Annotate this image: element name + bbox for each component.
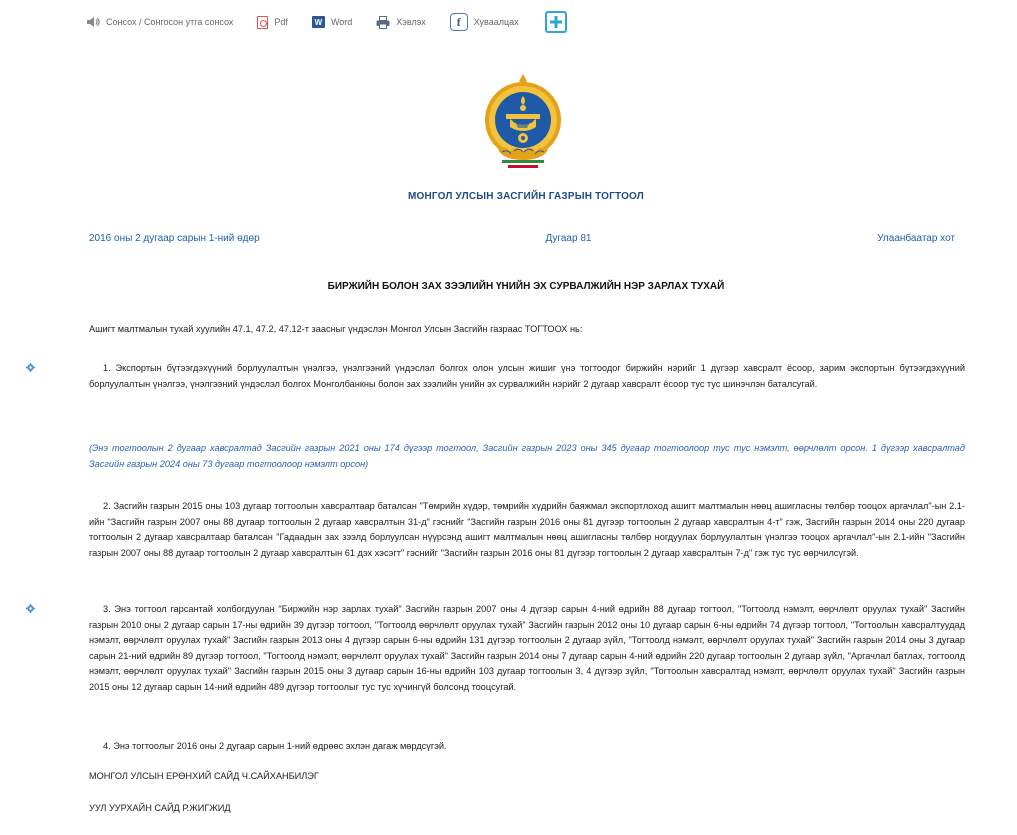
government-resolution-title: МОНГОЛ УЛСЫН ЗАСГИЙН ГАЗРЫН ТОГТООЛ (407, 191, 645, 202)
resolution-number: Дугаар 81 (545, 233, 592, 244)
speaker-icon (86, 16, 100, 28)
resolution-date: 2016 оны 2 дугаар сарын 1-ний өдөр (89, 233, 260, 244)
amendment-note: (Энэ тогтоолын 2 дугаар хавсралтад Засгийн газрын 2021 оны 174 дүгээр тогтоол, Засгийн газрын 2023 оны 345 дугаар тогтоолоор тус тус нэмэлт, өөрчлөлт орсон. 1 дүгээр хавсралтад Засгийн газрын 2024 оны 73 дугаар тогтоолоор нэмэлт орсон) (89, 443, 965, 469)
article-2: 2. Засгийн газрын 2015 оны 103 дугаар тогтоолын хавсралтаар баталсан "Төмрийн хүдэр, төмрийн хүдрийн баяжмал экспортлоход ашигт малтмалын нөөц ашигласны төлбөр тооцох аргачлал"-ын 2.1-ийн "Засгийн газрын 2007 оны 88 дугаар тогтоолын 2 дугаар хавсралтын 31-д" гэснийг "Засгийн газрын 2016 оны 81 дүгээр тогтоолын 2 дугаар хавсралтын 4-т" гэж, Засгийн газрын 2014 оны 220 дугаар тогтоолын 2 дугаар хавсралтаар баталсан "Гадаадын зах зээлд борлуулсан нүүрсэнд ашигт малтмалын нөөц ашигласны төлбөр ногдуулах борлуулалтын үнэлгээ тооцох аргачлал"-ын 2.1-ийн "Засгийн газрын 2007 оны 88 дугаар тогтоолын 2 дугаар хавсралтын 61 дэх хэсэгт" гэснийг "Засгийн газрын 2016 оны 81 дүгээр тогтоолын 2 дугаар хавсралтын 7-д" гэж тус тус өөрчилсүгэй. (89, 501, 965, 558)
share-button[interactable] (450, 13, 519, 31)
print-label: Хэвлэх (396, 17, 426, 27)
resolution-meta (89, 233, 955, 244)
article-3: 3. Энэ тогтоол гарсантай холбогдуулан "Биржийн нэр зарлах тухай" Засгийн газрын 2007 оны 4 дүгээр сарын 4-ний өдрийн 88 дугаар тогтоол, "Тогтоолд нэмэлт, өөрчлөлт оруулах тухай" Засгийн газрын 2010 оны 2 дугаар сарын 17-ны өдрийн 39 дүгээр тогтоол, "Тогтоолд өөрчлөлт оруулах тухай" Засгийн газрын 2012 оны 10 дугаар сарын 6-ны өдрийн 74 дүгээр тогтоол, "Тогтоолын хавсралтуудад нэмэлт, өөрчлөлт оруулах тухай" Засгийн газрын 2013 оны 4 дүгээр сарын 6-ны өдрийн 131 дүгээр тогтоолын 2 дугаар зүйл, "Тогтоолд нэмэлт, өөрчлөлт оруулах тухай" Засгийн газрын 2014 оны 3 дугаар сарын 21-ний өдрийн 89 дүгээр тогтоол, "Тогтоолд нэмэлт, өөрчлөлт оруулах тухай" Засгийн газрын 2014 оны 7 дугаар сарын 4-ний өдрийн 220 дугаар тогтоолын 2 дугаар зүйл, "Аргачлал батлах, тогтоолд нэмэлт, өөрчлөлт оруулах тухай" Засгийн газрын 2015 оны 3 дугаар сарын 16-ны өдрийн 103 дугаар тогтоолын 3, 4 дүгээр зүйл, "Тогтоолын хавсралтад нэмэлт, өөрчлөлт оруулах тухай" Засгийн газрын 2015 оны 12 дугаар сарын 14-ний өдрийн 489 дүгээр тогтоолыг тус тус хүчингүй болсонд тооцсугай. (89, 604, 965, 692)
gear-icon[interactable] (26, 604, 35, 613)
article-1: 1. Экспортын бүтээгдэхүүний борлуулалтын үнэлгээ, үнэлгээний үндэслэл болгох олон улсын жишиг үнэ тогтоодог биржийн нэрийг 1 дүгээр хавсралт ёсоор, зарим экспортын бүтээгдэхүүний борлуулалтын үнэлгээ, үнэлгээний үндэслэл болгох Монголбанкны болон зах зээлийн үнийн эх сурвалжийн нэрийг 2 дугаар хавсралт ёсоор тус тус шинэчлэн баталсугай. (89, 363, 965, 389)
pdf-button[interactable] (257, 16, 288, 29)
word-button[interactable] (312, 16, 352, 28)
resolution-city: Улаанбаатар хот (877, 233, 955, 244)
article-4: 4. Энэ тогтоолыг 2016 оны 2 дугаар сарын 1-ний өдрөөс эхлэн дагаж мөрдсүгэй. (103, 741, 447, 751)
word-icon: W (312, 16, 325, 28)
share-label: Хуваалцах (473, 17, 519, 27)
prime-minister-signature: МОНГОЛ УЛСЫН ЕРӨНХИЙ САЙД Ч.САЙХАНБИЛЭГ (89, 771, 319, 781)
document-title: БИРЖИЙН БОЛОН ЗАХ ЗЭЭЛИЙН ҮНИЙН ЭХ СУРВАЛЖИЙН НЭР ЗАРЛАХ ТУХАЙ (327, 281, 725, 292)
printer-icon (376, 16, 390, 29)
word-label: Word (330, 17, 353, 27)
add-share-button[interactable] (545, 11, 567, 33)
listen-label: Сонсох / Сонгосон утга сонсох (106, 17, 234, 27)
listen-button[interactable] (86, 16, 233, 28)
minister-signature: УУЛ УУРХАЙН САЙД Р.ЖИГЖИД (89, 803, 231, 813)
pdf-icon (257, 16, 268, 29)
facebook-icon: f (450, 13, 468, 31)
print-button[interactable] (376, 16, 425, 29)
state-emblem-icon (480, 72, 566, 170)
toolbar (86, 10, 567, 34)
pdf-label: Pdf (274, 17, 288, 27)
document-intro: Ашигт малтмалын тухай хуулийн 47.1, 47.2, 47.12-т заасныг үндэслэн Монгол Улсын Засгийн газраас ТОГТООХ нь: (89, 324, 583, 334)
gear-icon[interactable] (26, 363, 35, 372)
